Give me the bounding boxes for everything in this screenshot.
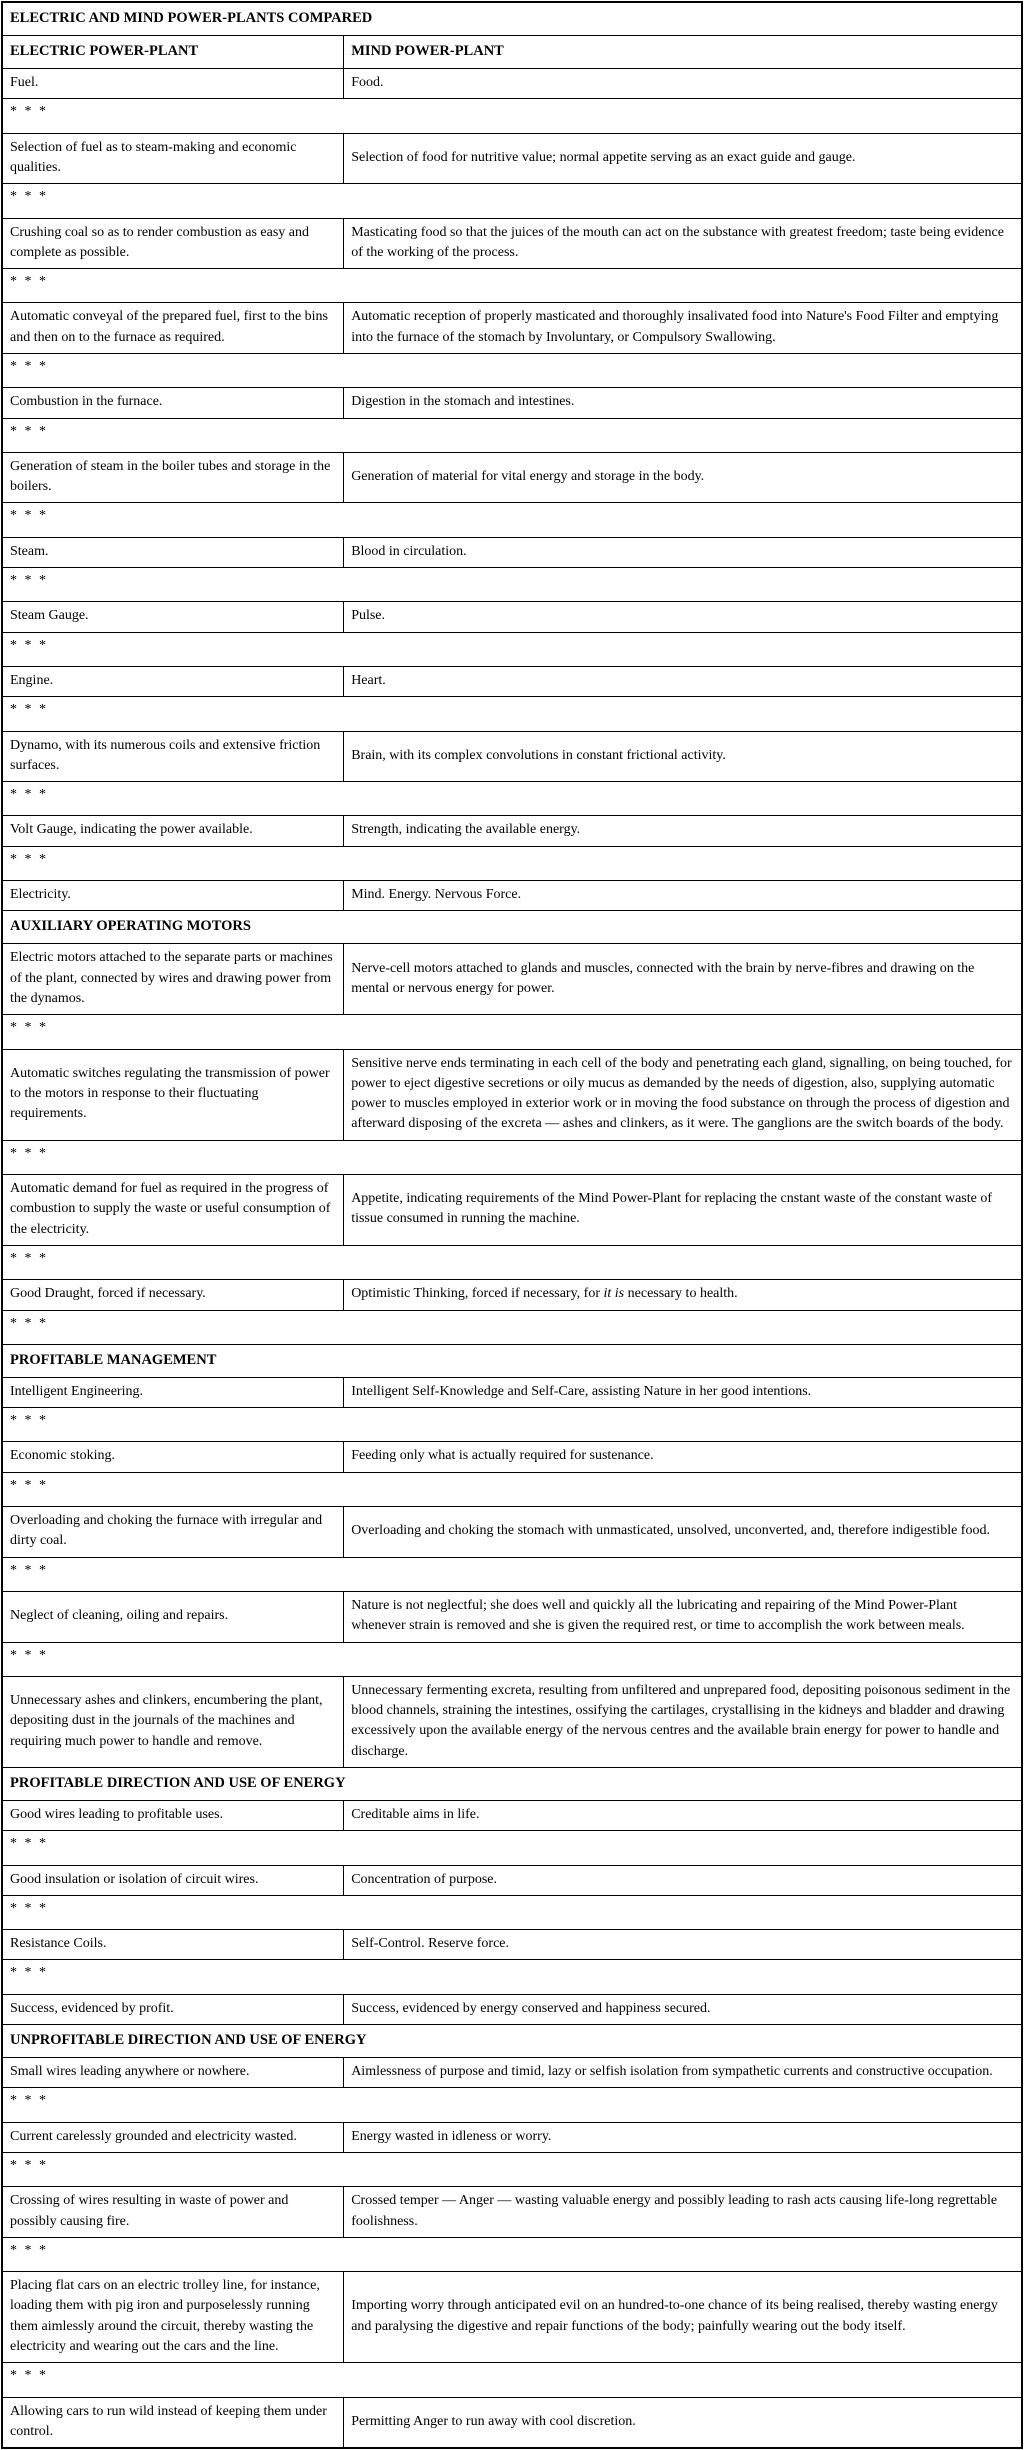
separator-row: [2, 1140, 1022, 1174]
separator-stars: * * *: [2, 269, 1022, 303]
separator-row: [2, 697, 1022, 731]
electric-cell: Automatic demand for fuel as required in the progress of combustion to supply the waste or useful consumption of the electricity.: [2, 1175, 344, 1246]
electric-cell: Good Draught, forced if necessary.: [2, 1280, 344, 1310]
table-row: [2, 69, 1022, 99]
table-row: [2, 881, 1022, 911]
mind-cell: Pulse.: [344, 602, 1022, 632]
mind-cell: Appetite, indicating requirements of the Mind Power-Plant for replacing the cnstant waste of the constant waste of tissue consumed in running the machine.: [344, 1175, 1022, 1246]
table-row: [2, 1676, 1022, 1767]
separator-stars: * * *: [2, 1895, 1022, 1929]
mind-cell: Unnecessary fermenting excreta, resulting from unfiltered and unprepared food, depositing poisonous sediment in the blood channels, straining the intestines, ossifying the cartilages, crystallising in the kidneys and bladder and drawing excessively upon the available energy of the nervous centres and the available brain energy for power to handle and discharge.: [344, 1676, 1022, 1767]
mind-cell: Nerve-cell motors attached to glands and muscles, connected with the brain by nerve-fibres and drawing on the mental or nervous energy for power.: [344, 944, 1022, 1015]
electric-cell: Fuel.: [2, 69, 344, 99]
separator-stars: * * *: [2, 503, 1022, 537]
mind-cell: Self-Control. Reserve force.: [344, 1930, 1022, 1960]
electric-cell: Engine.: [2, 666, 344, 696]
electric-cell: Overloading and choking the furnace with irregular and dirty coal.: [2, 1507, 344, 1558]
electric-cell: Intelligent Engineering.: [2, 1377, 344, 1407]
section-header-row: [2, 1767, 1022, 1800]
electric-cell: Allowing cars to run wild instead of keeping them under control.: [2, 2397, 344, 2448]
electric-cell: Current carelessly grounded and electricity wasted.: [2, 2122, 344, 2152]
separator-row: [2, 1408, 1022, 1442]
mind-cell: Optimistic Thinking, forced if necessary, for it is necessary to health.: [344, 1280, 1022, 1310]
section-header-row: [2, 911, 1022, 944]
table-row: [2, 2272, 1022, 2363]
table-row: [2, 2187, 1022, 2238]
separator-stars: * * *: [2, 2152, 1022, 2186]
separator-stars: * * *: [2, 354, 1022, 388]
electric-cell: Automatic conveyal of the prepared fuel, first to the bins and then on to the furnace as required.: [2, 303, 344, 354]
table-row: [2, 1175, 1022, 1246]
electric-cell: Steam.: [2, 537, 344, 567]
mind-cell: Selection of food for nutritive value; normal appetite serving as an exact guide and gauge.: [344, 133, 1022, 184]
mind-cell: Nature is not neglectful; she does well and quickly all the lubricating and repairing of the Mind Power-Plant whenever strain is removed and she is given the required rest, or time to accomplish the work between meals.: [344, 1591, 1022, 1642]
separator-row: [2, 1831, 1022, 1865]
table-row: [2, 1591, 1022, 1642]
table-row: [2, 731, 1022, 782]
mind-cell: Automatic reception of properly masticated and thoroughly insalivated food into Nature's Food Filter and emptying into the furnace of the stomach by Involuntary, or Compulsory Swallowing.: [344, 303, 1022, 354]
electric-cell: Electric motors attached to the separate parts or machines of the plant, connected by wires and drawing power from the dynamos.: [2, 944, 344, 1015]
table-row: [2, 1994, 1022, 2024]
mind-cell: Concentration of purpose.: [344, 1865, 1022, 1895]
section-header: UNPROFITABLE DIRECTION AND USE OF ENERGY: [2, 2025, 1022, 2058]
electric-cell: Unnecessary ashes and clinkers, encumbering the plant, depositing dust in the journals of the machines and requiring much power to handle and remove.: [2, 1676, 344, 1767]
electric-cell: Economic stoking.: [2, 1442, 344, 1472]
mind-cell: Food.: [344, 69, 1022, 99]
separator-row: [2, 1895, 1022, 1929]
section-header-row: [2, 1344, 1022, 1377]
table-row: [2, 303, 1022, 354]
table-row: [2, 2058, 1022, 2088]
column-header-row: [2, 36, 1022, 69]
mind-cell: Aimlessness of purpose and timid, lazy or selfish isolation from sympathetic currents and constructive occupation.: [344, 2058, 1022, 2088]
mind-cell: Digestion in the stomach and intestines.: [344, 388, 1022, 418]
separator-stars: * * *: [2, 1831, 1022, 1865]
separator-row: [2, 418, 1022, 452]
mind-cell: Strength, indicating the available energy.: [344, 816, 1022, 846]
table-title-row: [2, 2, 1022, 36]
separator-row: [2, 1245, 1022, 1279]
table-body: [2, 69, 1022, 2449]
separator-stars: * * *: [2, 418, 1022, 452]
section-header-row: [2, 2025, 1022, 2058]
mind-cell: Blood in circulation.: [344, 537, 1022, 567]
separator-row: [2, 2088, 1022, 2122]
separator-stars: * * *: [2, 782, 1022, 816]
table-row: [2, 537, 1022, 567]
separator-stars: * * *: [2, 1408, 1022, 1442]
separator-stars: * * *: [2, 2363, 1022, 2397]
mind-cell: Feeding only what is actually required for sustenance.: [344, 1442, 1022, 1472]
separator-row: [2, 1642, 1022, 1676]
separator-row: [2, 184, 1022, 218]
mind-cell: Overloading and choking the stomach with unmasticated, unsolved, unconverted, and, therefore indigestible food.: [344, 1507, 1022, 1558]
electric-cell: Volt Gauge, indicating the power available.: [2, 816, 344, 846]
separator-row: [2, 846, 1022, 880]
section-header: PROFITABLE DIRECTION AND USE OF ENERGY: [2, 1767, 1022, 1800]
table-row: [2, 602, 1022, 632]
table-row: [2, 133, 1022, 184]
separator-row: [2, 1015, 1022, 1049]
table-row: [2, 944, 1022, 1015]
separator-row: [2, 354, 1022, 388]
electric-cell: Combustion in the furnace.: [2, 388, 344, 418]
section-header: AUXILIARY OPERATING MOTORS: [2, 911, 1022, 944]
electric-cell: Dynamo, with its numerous coils and extensive friction surfaces.: [2, 731, 344, 782]
separator-stars: * * *: [2, 2088, 1022, 2122]
electric-cell: Success, evidenced by profit.: [2, 1994, 344, 2024]
separator-row: [2, 1557, 1022, 1591]
table-row: [2, 1801, 1022, 1831]
separator-stars: * * *: [2, 697, 1022, 731]
mind-cell: Generation of material for vital energy and storage in the body.: [344, 452, 1022, 503]
separator-stars: * * *: [2, 2237, 1022, 2271]
mind-cell: Intelligent Self-Knowledge and Self-Care, assisting Nature in her good intentions.: [344, 1377, 1022, 1407]
table-row: [2, 2397, 1022, 2448]
electric-cell: Steam Gauge.: [2, 602, 344, 632]
mind-cell: Sensitive nerve ends terminating in each cell of the body and penetrating each gland, signalling, on being touched, for power to eject digestive secretions or oily mucus as demanded by the needs of digestion, also, supplying automatic power to muscles employed in exterior work or in moving the food substance on through the process of digestion and afterward disposing of the excreta — ashes and clinkers, as it were. The ganglions are the switch boards of the body.: [344, 1049, 1022, 1140]
separator-stars: * * *: [2, 1140, 1022, 1174]
separator-row: [2, 1960, 1022, 1994]
separator-stars: * * *: [2, 1310, 1022, 1344]
separator-stars: * * *: [2, 1015, 1022, 1049]
separator-row: [2, 1310, 1022, 1344]
mind-cell: Creditable aims in life.: [344, 1801, 1022, 1831]
electric-cell: Placing flat cars on an electric trolley line, for instance, loading them with pig iron and purposelessly running them aimlessly around the circuit, thereby wasting the electricity and wearing out the cars and the line.: [2, 2272, 344, 2363]
mind-cell: Masticating food so that the juices of the mouth can act on the substance with greatest freedom; taste being evidence of the working of the process.: [344, 218, 1022, 269]
mind-cell: Crossed temper — Anger — wasting valuable energy and possibly leading to rash acts causing life-long regrettable foolishness.: [344, 2187, 1022, 2238]
column-header-mind: MIND POWER-PLANT: [344, 36, 1022, 69]
mind-cell: Importing worry through anticipated evil on an hundred-to-one chance of its being realised, thereby wasting energy and paralysing the digestive and repair functions of the body; painfully wearing out the body itself.: [344, 2272, 1022, 2363]
table-row: [2, 388, 1022, 418]
electric-cell: Automatic switches regulating the transmission of power to the motors in response to their fluctuating requirements.: [2, 1049, 344, 1140]
electric-cell: Crushing coal so as to render combustion as easy and complete as possible.: [2, 218, 344, 269]
separator-stars: * * *: [2, 1960, 1022, 1994]
separator-row: [2, 99, 1022, 133]
table-row: [2, 1507, 1022, 1558]
separator-stars: * * *: [2, 1245, 1022, 1279]
electric-cell: Neglect of cleaning, oiling and repairs.: [2, 1591, 344, 1642]
separator-row: [2, 782, 1022, 816]
mind-cell: Success, evidenced by energy conserved and happiness secured.: [344, 1994, 1022, 2024]
table-row: [2, 1280, 1022, 1310]
mind-cell: Mind. Energy. Nervous Force.: [344, 881, 1022, 911]
separator-row: [2, 2363, 1022, 2397]
separator-stars: * * *: [2, 1557, 1022, 1591]
separator-row: [2, 632, 1022, 666]
separator-stars: * * *: [2, 846, 1022, 880]
separator-stars: * * *: [2, 99, 1022, 133]
table-row: [2, 1377, 1022, 1407]
electric-cell: Selection of fuel as to steam-making and economic qualities.: [2, 133, 344, 184]
table-row: [2, 1442, 1022, 1472]
separator-row: [2, 269, 1022, 303]
separator-row: [2, 2152, 1022, 2186]
electric-cell: Small wires leading anywhere or nowhere.: [2, 2058, 344, 2088]
separator-stars: * * *: [2, 1472, 1022, 1506]
table-row: [2, 2122, 1022, 2152]
electric-cell: Good insulation or isolation of circuit wires.: [2, 1865, 344, 1895]
mind-cell: Brain, with its complex convolutions in constant frictional activity.: [344, 731, 1022, 782]
electric-cell: Electricity.: [2, 881, 344, 911]
table-row: [2, 1049, 1022, 1140]
mind-cell: Heart.: [344, 666, 1022, 696]
table-row: [2, 816, 1022, 846]
table-row: [2, 1930, 1022, 1960]
separator-stars: * * *: [2, 568, 1022, 602]
separator-stars: * * *: [2, 1642, 1022, 1676]
electric-cell: Good wires leading to profitable uses.: [2, 1801, 344, 1831]
section-header: PROFITABLE MANAGEMENT: [2, 1344, 1022, 1377]
separator-stars: * * *: [2, 184, 1022, 218]
mind-cell: Permitting Anger to run away with cool discretion.: [344, 2397, 1022, 2448]
separator-row: [2, 1472, 1022, 1506]
table-title: ELECTRIC AND MIND POWER-PLANTS COMPARED: [2, 2, 1022, 36]
mind-cell: Energy wasted in idleness or worry.: [344, 2122, 1022, 2152]
electric-cell: Crossing of wires resulting in waste of power and possibly causing fire.: [2, 2187, 344, 2238]
table-row: [2, 666, 1022, 696]
table-row: [2, 218, 1022, 269]
separator-row: [2, 503, 1022, 537]
separator-row: [2, 568, 1022, 602]
comparison-table: [1, 1, 1023, 2449]
electric-cell: Resistance Coils.: [2, 1930, 344, 1960]
separator-stars: * * *: [2, 632, 1022, 666]
column-header-electric: ELECTRIC POWER-PLANT: [2, 36, 344, 69]
table-row: [2, 452, 1022, 503]
electric-cell: Generation of steam in the boiler tubes and storage in the boilers.: [2, 452, 344, 503]
table-row: [2, 1865, 1022, 1895]
separator-row: [2, 2237, 1022, 2271]
